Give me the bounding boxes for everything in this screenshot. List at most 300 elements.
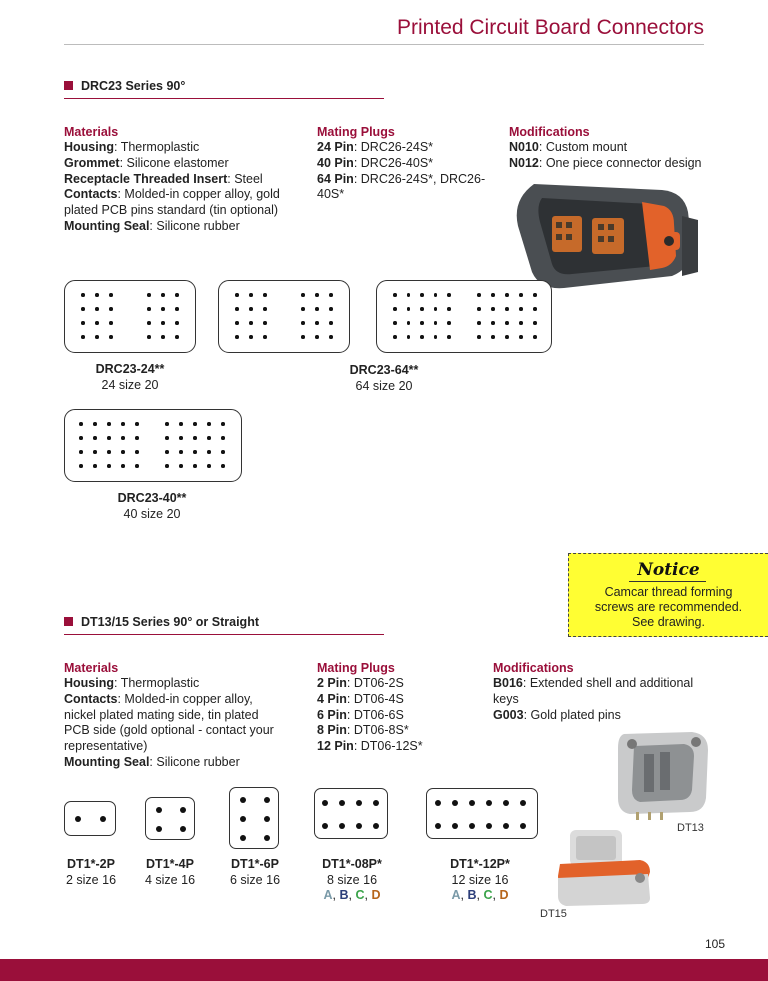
spec-value: : DT06-4S bbox=[346, 691, 404, 706]
key-separator: , bbox=[332, 888, 340, 902]
contact-pin bbox=[95, 335, 99, 339]
title-divider bbox=[64, 44, 704, 45]
contact-pin bbox=[533, 293, 537, 297]
contact-pin bbox=[452, 823, 458, 829]
contact-pin bbox=[477, 307, 481, 311]
spec-line bbox=[317, 140, 492, 156]
dt-4p-pin-layout bbox=[145, 797, 195, 840]
spec-key: Mounting Seal bbox=[64, 218, 150, 233]
spec-key: 64 Pin bbox=[317, 171, 354, 186]
contact-pin bbox=[505, 307, 509, 311]
contact-pin bbox=[79, 464, 83, 468]
contact-pin bbox=[356, 800, 362, 806]
contact-pin bbox=[121, 422, 125, 426]
contact-pin bbox=[263, 307, 267, 311]
contact-pin bbox=[420, 307, 424, 311]
contact-pin bbox=[147, 335, 151, 339]
contact-pin bbox=[477, 335, 481, 339]
dt-6p-pin-layout bbox=[229, 787, 279, 849]
contact-pin bbox=[301, 321, 305, 325]
spec-key: Grommet bbox=[64, 155, 120, 170]
contact-pin bbox=[179, 464, 183, 468]
contact-pin bbox=[407, 293, 411, 297]
spec-line bbox=[64, 140, 294, 156]
spec-value: : DRC26-24S*, DRC26-40S* bbox=[317, 171, 486, 202]
contact-pin bbox=[235, 335, 239, 339]
spec-line bbox=[493, 708, 708, 724]
contact-description: 64 size 20 bbox=[355, 378, 413, 393]
spec-value: : One piece connector design bbox=[538, 155, 702, 170]
spec-value: : DT06-12S* bbox=[353, 739, 423, 754]
drc23-modifications bbox=[509, 125, 729, 172]
dt-08p-pin-layout bbox=[314, 788, 388, 839]
spec-value: : Silicone rubber bbox=[149, 754, 240, 769]
contact-pin bbox=[240, 797, 246, 803]
contact-pin bbox=[79, 436, 83, 440]
contact-pin bbox=[503, 800, 509, 806]
dt-12p-pin-layout bbox=[426, 788, 538, 839]
spec-value: : Thermoplastic bbox=[114, 140, 200, 154]
contact-pin bbox=[505, 335, 509, 339]
dt13-photo-label: DT13 bbox=[677, 822, 704, 834]
spec-line bbox=[64, 755, 286, 771]
dt-6p-caption bbox=[210, 857, 300, 888]
spec-key: Housing bbox=[64, 140, 114, 154]
contact-pin bbox=[505, 293, 509, 297]
dt-2p-pin-layout bbox=[64, 801, 116, 836]
contact-pin bbox=[135, 422, 139, 426]
spec-line bbox=[317, 156, 492, 172]
drc23-64-caption bbox=[334, 363, 434, 394]
contact-pin bbox=[207, 422, 211, 426]
contact-pin bbox=[107, 436, 111, 440]
spec-line bbox=[317, 708, 477, 724]
key-separator: , bbox=[348, 888, 356, 902]
contact-pin bbox=[393, 321, 397, 325]
contact-pin bbox=[95, 321, 99, 325]
spec-key: Housing bbox=[64, 676, 114, 690]
square-bullet-icon bbox=[64, 81, 73, 90]
contact-pin bbox=[179, 450, 183, 454]
contact-pin bbox=[193, 436, 197, 440]
spec-key: 8 Pin bbox=[317, 723, 347, 738]
contact-pin bbox=[503, 823, 509, 829]
contact-pin bbox=[107, 464, 111, 468]
spec-key: N010 bbox=[509, 140, 539, 154]
contact-pin bbox=[491, 321, 495, 325]
page-number: 105 bbox=[704, 937, 725, 951]
dt15-photo-label: DT15 bbox=[540, 908, 567, 920]
contact-pin bbox=[175, 307, 179, 311]
contact-pin bbox=[519, 335, 523, 339]
contact-pin bbox=[235, 307, 239, 311]
contact-pin bbox=[339, 800, 345, 806]
contact-pin bbox=[100, 816, 106, 822]
section-heading-drc23 bbox=[64, 79, 185, 93]
column-heading: Materials bbox=[64, 125, 119, 139]
spec-key: Mounting Seal bbox=[64, 754, 150, 769]
section-divider bbox=[64, 98, 384, 99]
contact-pin bbox=[249, 293, 253, 297]
contact-pin bbox=[207, 464, 211, 468]
key-d: D bbox=[499, 888, 509, 902]
spec-key: 6 Pin bbox=[317, 707, 347, 722]
spec-value: : Steel bbox=[227, 171, 263, 186]
key-c: C bbox=[483, 888, 493, 902]
contact-pin bbox=[393, 335, 397, 339]
contact-pin bbox=[93, 450, 97, 454]
contact-pin bbox=[407, 307, 411, 311]
contact-pin bbox=[322, 823, 328, 829]
contact-pin bbox=[135, 436, 139, 440]
contact-pin bbox=[434, 307, 438, 311]
contact-pin bbox=[519, 307, 523, 311]
contact-pin bbox=[107, 422, 111, 426]
contact-pin bbox=[263, 321, 267, 325]
contact-pin bbox=[95, 293, 99, 297]
notice-title: Notice bbox=[637, 560, 700, 580]
contact-pin bbox=[193, 422, 197, 426]
spec-value: : DT06-6S bbox=[346, 707, 404, 722]
spec-key: N012 bbox=[509, 155, 539, 170]
key-options bbox=[306, 888, 398, 904]
contact-pin bbox=[235, 321, 239, 325]
column-heading: Modifications bbox=[509, 125, 590, 139]
spec-value: : Extended shell and additional keys bbox=[493, 676, 694, 706]
contact-pin bbox=[175, 321, 179, 325]
contact-pin bbox=[477, 321, 481, 325]
contact-pin bbox=[161, 335, 165, 339]
contact-pin bbox=[175, 293, 179, 297]
dt-mating-plugs bbox=[317, 661, 477, 755]
spec-line bbox=[64, 676, 286, 692]
contact-pin bbox=[329, 335, 333, 339]
contact-pin bbox=[434, 293, 438, 297]
contact-description: 6 size 16 bbox=[229, 872, 281, 887]
contact-pin bbox=[519, 321, 523, 325]
contact-pin bbox=[393, 293, 397, 297]
contact-pin bbox=[193, 464, 197, 468]
square-bullet-icon bbox=[64, 617, 73, 626]
contact-pin bbox=[469, 800, 475, 806]
contact-pin bbox=[179, 436, 183, 440]
contact-pin bbox=[519, 293, 523, 297]
contact-pin bbox=[207, 436, 211, 440]
dt-08p-caption bbox=[306, 857, 398, 904]
contact-pin bbox=[81, 335, 85, 339]
contact-pin bbox=[435, 823, 441, 829]
drc23-64-pin-layout-left bbox=[218, 280, 350, 353]
contact-pin bbox=[147, 293, 151, 297]
drc23-40-caption bbox=[102, 491, 202, 522]
contact-pin bbox=[165, 450, 169, 454]
contact-pin bbox=[121, 464, 125, 468]
contact-description: 8 size 16 bbox=[326, 872, 378, 887]
contact-pin bbox=[263, 293, 267, 297]
contact-pin bbox=[533, 335, 537, 339]
contact-pin bbox=[175, 335, 179, 339]
page-title: Printed Circuit Board Connectors bbox=[397, 16, 704, 39]
contact-pin bbox=[329, 307, 333, 311]
spec-line bbox=[317, 692, 477, 708]
contact-pin bbox=[179, 422, 183, 426]
contact-pin bbox=[486, 800, 492, 806]
contact-pin bbox=[81, 321, 85, 325]
contact-pin bbox=[147, 321, 151, 325]
contact-pin bbox=[249, 335, 253, 339]
contact-pin bbox=[75, 816, 81, 822]
spec-line bbox=[64, 187, 294, 219]
contact-pin bbox=[147, 307, 151, 311]
contact-pin bbox=[264, 797, 270, 803]
spec-key: 24 Pin bbox=[317, 140, 354, 154]
contact-pin bbox=[93, 464, 97, 468]
part-number: DRC23-24** bbox=[95, 362, 165, 376]
dt-2p-caption bbox=[46, 857, 136, 888]
contact-pin bbox=[79, 422, 83, 426]
key-b: B bbox=[339, 888, 349, 902]
part-number: DRC23-40** bbox=[117, 491, 187, 505]
key-b: B bbox=[467, 888, 477, 902]
spec-key: Receptacle Threaded Insert bbox=[64, 171, 228, 186]
dt-modifications bbox=[493, 661, 708, 723]
contact-pin bbox=[180, 826, 186, 832]
contact-pin bbox=[356, 823, 362, 829]
section-heading-dt bbox=[64, 615, 259, 629]
spec-value: : DRC26-24S* bbox=[353, 140, 434, 154]
section-heading-text: DRC23 Series 90° bbox=[81, 79, 186, 93]
contact-pin bbox=[221, 422, 225, 426]
contact-pin bbox=[95, 307, 99, 311]
spec-value: : Gold plated pins bbox=[523, 707, 621, 722]
contact-pin bbox=[407, 321, 411, 325]
key-a: A bbox=[451, 888, 461, 902]
spec-key: Contacts bbox=[64, 187, 118, 202]
dt13-connector-photo bbox=[612, 728, 712, 820]
dt-materials bbox=[64, 661, 286, 771]
spec-key: 12 Pin bbox=[317, 739, 354, 754]
contact-pin bbox=[240, 835, 246, 841]
contact-pin bbox=[315, 335, 319, 339]
drc23-24-caption bbox=[80, 362, 180, 393]
contact-pin bbox=[434, 321, 438, 325]
section-divider bbox=[64, 634, 384, 635]
contact-pin bbox=[79, 450, 83, 454]
dt15-connector-photo bbox=[556, 826, 656, 906]
contact-pin bbox=[373, 823, 379, 829]
part-number: DT1*-08P* bbox=[322, 857, 382, 871]
contact-pin bbox=[156, 807, 162, 813]
contact-pin bbox=[93, 422, 97, 426]
contact-pin bbox=[407, 335, 411, 339]
contact-pin bbox=[447, 335, 451, 339]
contact-pin bbox=[491, 335, 495, 339]
contact-description: 12 size 16 bbox=[451, 872, 509, 887]
key-separator: , bbox=[492, 888, 500, 902]
contact-pin bbox=[221, 450, 225, 454]
part-number: DT1*-6P bbox=[231, 857, 279, 871]
key-d: D bbox=[371, 888, 381, 902]
part-number: DT1*-4P bbox=[146, 857, 194, 871]
key-separator: , bbox=[364, 888, 372, 902]
contact-pin bbox=[121, 450, 125, 454]
contact-pin bbox=[135, 464, 139, 468]
contact-pin bbox=[393, 307, 397, 311]
column-heading: Modifications bbox=[493, 661, 574, 675]
spec-line bbox=[317, 739, 477, 755]
spec-key: Contacts bbox=[64, 691, 118, 706]
section-heading-text: DT13/15 Series 90° or Straight bbox=[81, 615, 259, 629]
contact-pin bbox=[161, 321, 165, 325]
contact-pin bbox=[109, 321, 113, 325]
key-separator: , bbox=[460, 888, 468, 902]
spec-line bbox=[64, 219, 294, 235]
contact-pin bbox=[486, 823, 492, 829]
contact-pin bbox=[165, 464, 169, 468]
contact-pin bbox=[81, 307, 85, 311]
contact-pin bbox=[533, 321, 537, 325]
contact-pin bbox=[109, 307, 113, 311]
contact-pin bbox=[264, 816, 270, 822]
contact-pin bbox=[180, 807, 186, 813]
contact-pin bbox=[491, 307, 495, 311]
spec-key: 2 Pin bbox=[317, 676, 347, 690]
column-heading: Materials bbox=[64, 661, 119, 675]
contact-pin bbox=[469, 823, 475, 829]
contact-pin bbox=[240, 816, 246, 822]
contact-pin bbox=[301, 293, 305, 297]
contact-pin bbox=[329, 293, 333, 297]
contact-pin bbox=[264, 835, 270, 841]
drc23-64-pin-layout-right bbox=[376, 280, 552, 353]
contact-pin bbox=[322, 800, 328, 806]
contact-description: 2 size 16 bbox=[65, 872, 117, 887]
drc23-40-pin-layout bbox=[64, 409, 242, 482]
spec-value: : Molded-in copper alloy, nickel plated mating side, tin plated PCB side (gold optional - contact your representative) bbox=[64, 691, 274, 754]
spec-line bbox=[64, 156, 294, 172]
contact-pin bbox=[221, 436, 225, 440]
notice-line: See drawing. bbox=[632, 615, 705, 629]
contact-pin bbox=[249, 321, 253, 325]
contact-pin bbox=[121, 436, 125, 440]
contact-pin bbox=[165, 422, 169, 426]
column-heading: Mating Plugs bbox=[317, 661, 395, 675]
spec-value: : Silicone elastomer bbox=[119, 155, 229, 170]
footer-bar bbox=[0, 959, 768, 981]
contact-pin bbox=[420, 293, 424, 297]
spec-line bbox=[317, 676, 477, 692]
spec-line bbox=[493, 676, 708, 708]
contact-description: 4 size 16 bbox=[144, 872, 196, 887]
spec-value: : DRC26-40S* bbox=[353, 155, 434, 170]
spec-value: : DT06-8S* bbox=[346, 723, 409, 738]
spec-line bbox=[317, 172, 492, 204]
contact-pin bbox=[221, 464, 225, 468]
spec-value: : Thermoplastic bbox=[114, 676, 200, 690]
spec-key: G003 bbox=[493, 707, 524, 722]
drc23-materials bbox=[64, 125, 294, 235]
drc23-connector-photo bbox=[512, 176, 700, 292]
contact-pin bbox=[263, 335, 267, 339]
key-c: C bbox=[355, 888, 365, 902]
contact-pin bbox=[107, 450, 111, 454]
spec-line bbox=[64, 692, 286, 755]
contact-pin bbox=[447, 307, 451, 311]
contact-pin bbox=[452, 800, 458, 806]
contact-pin bbox=[207, 450, 211, 454]
contact-pin bbox=[161, 293, 165, 297]
contact-description: 40 size 20 bbox=[123, 506, 181, 521]
spec-value: : Custom mount bbox=[538, 140, 628, 154]
contact-pin bbox=[435, 800, 441, 806]
drc23-mating-plugs bbox=[317, 125, 492, 203]
contact-pin bbox=[329, 321, 333, 325]
part-number: DT1*-2P bbox=[67, 857, 115, 871]
dt-4p-caption bbox=[125, 857, 215, 888]
notice-line: screws are recommended. bbox=[594, 600, 743, 614]
contact-description: 24 size 20 bbox=[101, 377, 159, 392]
contact-pin bbox=[373, 800, 379, 806]
notice-box bbox=[568, 553, 768, 637]
notice-line: Camcar thread forming bbox=[604, 585, 733, 599]
key-options bbox=[434, 888, 526, 904]
contact-pin bbox=[193, 450, 197, 454]
contact-pin bbox=[420, 321, 424, 325]
contact-pin bbox=[315, 293, 319, 297]
contact-pin bbox=[235, 293, 239, 297]
contact-pin bbox=[165, 436, 169, 440]
contact-pin bbox=[339, 823, 345, 829]
spec-key: 40 Pin bbox=[317, 155, 354, 170]
contact-pin bbox=[491, 293, 495, 297]
contact-pin bbox=[156, 826, 162, 832]
contact-pin bbox=[109, 335, 113, 339]
contact-pin bbox=[81, 293, 85, 297]
spec-key: B016 bbox=[493, 676, 523, 690]
spec-value: : Molded-in copper alloy, gold plated PCB pins standard (tin optional) bbox=[64, 187, 280, 218]
contact-pin bbox=[315, 321, 319, 325]
contact-pin bbox=[135, 450, 139, 454]
spec-line bbox=[317, 723, 477, 739]
contact-pin bbox=[93, 436, 97, 440]
part-number: DT1*-12P* bbox=[450, 857, 510, 871]
drc23-24-pin-layout bbox=[64, 280, 196, 353]
contact-pin bbox=[420, 335, 424, 339]
contact-pin bbox=[109, 293, 113, 297]
spec-value: : Silicone rubber bbox=[149, 218, 240, 233]
contact-pin bbox=[301, 307, 305, 311]
contact-pin bbox=[161, 307, 165, 311]
dt-12p-caption bbox=[434, 857, 526, 904]
contact-pin bbox=[505, 321, 509, 325]
contact-pin bbox=[447, 293, 451, 297]
spec-value: : DT06-2S bbox=[346, 676, 404, 690]
notice-divider bbox=[629, 581, 706, 582]
column-heading: Mating Plugs bbox=[317, 125, 395, 139]
contact-pin bbox=[315, 307, 319, 311]
spec-line bbox=[509, 156, 729, 172]
key-a: A bbox=[323, 888, 333, 902]
notice-text bbox=[569, 585, 768, 630]
key-separator: , bbox=[476, 888, 484, 902]
contact-pin bbox=[249, 307, 253, 311]
contact-pin bbox=[447, 321, 451, 325]
contact-pin bbox=[477, 293, 481, 297]
part-number: DRC23-64** bbox=[349, 363, 419, 377]
spec-line bbox=[509, 140, 729, 156]
contact-pin bbox=[533, 307, 537, 311]
spec-key: 4 Pin bbox=[317, 691, 347, 706]
